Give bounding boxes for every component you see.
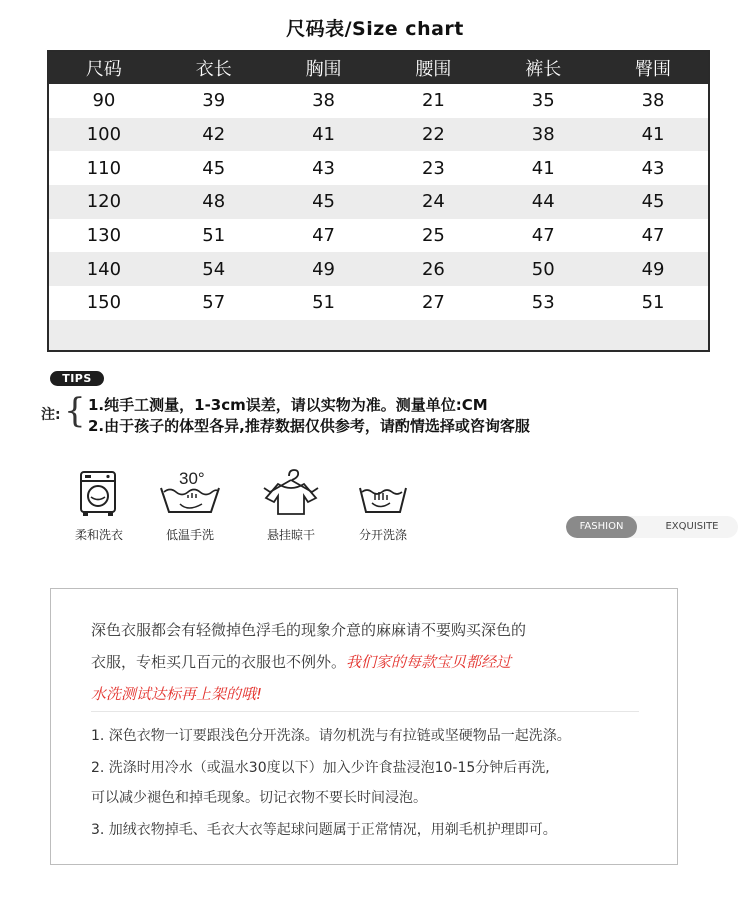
table-row-empty [49,320,708,352]
size-table [47,50,710,352]
table-body [49,84,708,320]
notice-intro [91,651,511,672]
header-cell: 臀围 [635,59,672,80]
table-cell: 23 [421,157,445,179]
table-cell: 100 [86,124,122,146]
notice-highlight: 水洗测试达标再上架的哦! [91,685,263,703]
table-cell: 47 [531,225,555,247]
table-cell: 38 [531,124,555,146]
table-cell: 22 [421,124,445,146]
table-cell: 51 [202,225,226,247]
table-cell: 130 [86,225,122,247]
care-label: 低温手洗 [165,528,214,542]
tips-badge: TIPS [50,371,104,386]
table-cell: 45 [202,157,226,179]
exquisite-badge: EXQUISITE [665,521,719,532]
separate-wash-icon [348,466,418,518]
hanging-dry-icon [256,466,326,518]
care-label: 悬挂晾干 [266,528,315,542]
table-cell: 38 [641,90,665,112]
style-badge [566,516,738,538]
table-row [49,84,708,118]
table-cell: 53 [531,292,555,314]
fashion-badge: FASHION [566,516,637,538]
temperature-label: 30° [179,469,205,488]
notice-highlight: 我们家的每款宝贝都经过 [346,653,512,671]
table-row [49,219,708,253]
table-cell: 39 [202,90,226,112]
table-cell: 47 [641,225,665,247]
table-cell: 57 [202,292,226,314]
table-cell: 38 [312,90,336,112]
header-cell: 胸围 [305,59,342,80]
tip-line: 2.由于孩子的体型各异,推荐数据仅供参考，请酌情选择或咨询客服 [88,417,530,435]
notice-rule: 可以减少褪色和掉毛现象。切记衣物不要长时间浸泡。 [91,790,427,806]
header-cell: 衣长 [195,59,232,80]
brace-icon: { [64,391,86,431]
table-cell: 90 [92,90,116,112]
table-cell: 110 [86,157,122,179]
table-cell: 49 [641,258,665,280]
table-cell: 50 [531,258,555,280]
table-cell: 35 [531,90,555,112]
table-cell: 41 [641,124,665,146]
table-cell: 51 [641,292,665,314]
table-cell: 43 [312,157,336,179]
table-cell: 25 [421,225,445,247]
note-label: 注: [41,407,61,423]
table-cell: 27 [421,292,445,314]
table-cell: 48 [202,191,226,213]
table-row [49,185,708,219]
table-cell: 43 [641,157,665,179]
care-notice [50,588,678,865]
table-cell: 45 [641,191,665,213]
table-cell: 54 [202,258,226,280]
notice-rule: 3. 加绒衣物掉毛、毛衣大衣等起球问题属于正常情况，用剃毛机护理即可。 [91,822,557,838]
table-cell: 150 [86,292,122,314]
page-title: 尺码表/Size chart [286,18,464,40]
table-cell: 120 [86,191,122,213]
notice-rule: 1. 深色衣物一订要跟浅色分开洗涤。请勿机洗与有拉链或坚硬物品一起洗涤。 [91,728,571,744]
hand-wash-30-icon [155,466,225,518]
table-cell: 47 [312,225,336,247]
table-row [49,151,708,185]
header-cell: 裤长 [525,59,562,80]
table-cell: 21 [421,90,445,112]
notice-plain: 衣服，专柜买几百元的衣服也不例外。 [91,653,347,671]
table-cell: 140 [86,258,122,280]
table-header [49,52,708,84]
table-cell: 42 [202,124,226,146]
table-cell: 41 [312,124,336,146]
table-cell: 41 [531,157,555,179]
washing-machine-icon [64,466,134,518]
table-row [49,286,708,320]
divider [91,711,639,712]
table-cell: 44 [531,191,555,213]
header-cell: 腰围 [415,59,452,80]
care-label: 分开洗涤 [358,528,407,542]
tip-line: 1.纯手工测量，1-3cm误差，请以实物为准。测量单位:CM [88,396,488,414]
table-cell: 26 [421,258,445,280]
table-row [49,252,708,286]
care-label: 柔和洗衣 [74,528,123,542]
table-cell: 51 [312,292,336,314]
header-cell: 尺码 [85,59,122,80]
table-cell: 45 [312,191,336,213]
table-cell: 24 [421,191,445,213]
notice-rule: 2. 洗涤时用冷水（或温水30度以下）加入少许食盐浸泡10-15分钟后再洗, [91,760,550,776]
notice-intro: 深色衣服都会有轻微掉色浮毛的现象介意的麻麻请不要购买深色的 [91,621,527,639]
table-row [49,118,708,152]
table-cell: 49 [312,258,336,280]
